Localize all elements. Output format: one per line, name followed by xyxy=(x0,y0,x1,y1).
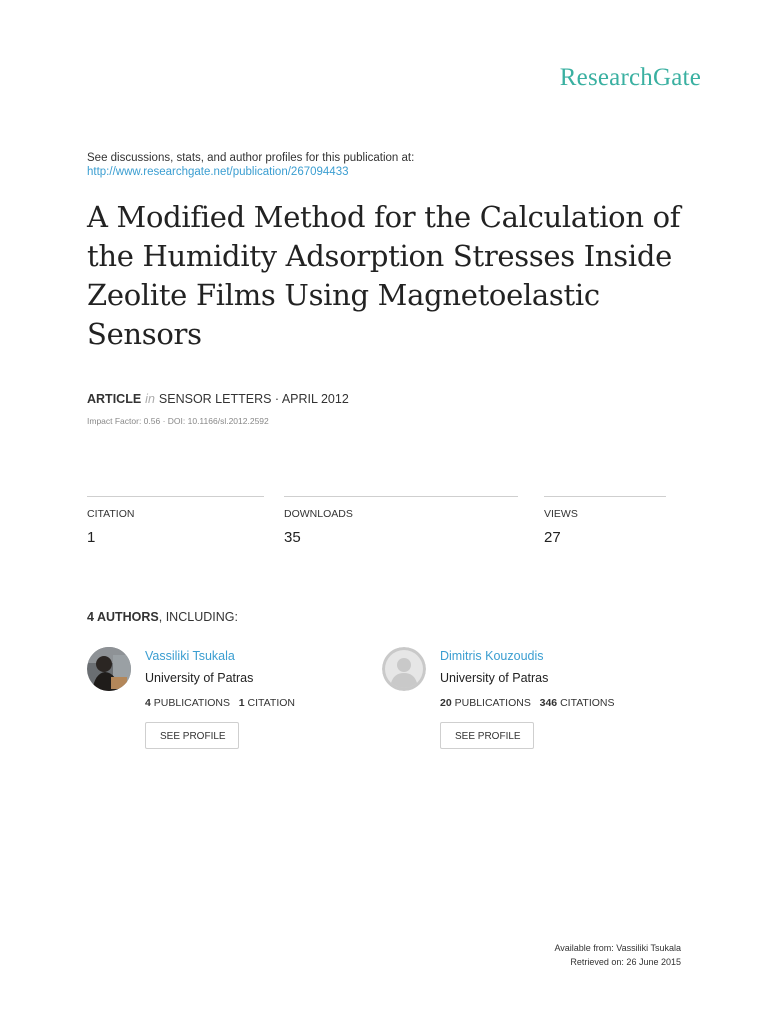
available-from: Available from: Vassiliki Tsukala xyxy=(554,943,681,953)
author-name-link[interactable]: Vassiliki Tsukala xyxy=(145,649,235,663)
authors-suffix: , INCLUDING: xyxy=(158,610,238,624)
footer-info xyxy=(554,941,681,969)
citations-count: 1 xyxy=(238,697,245,709)
citations-count: 346 xyxy=(539,697,558,709)
stat-label: CITATION xyxy=(87,508,135,520)
researchgate-logo: ResearchGate xyxy=(559,64,701,91)
default-avatar-icon[interactable] xyxy=(382,647,426,691)
authors-heading xyxy=(87,610,238,624)
author-counts xyxy=(440,697,615,709)
journal-info: SENSOR LETTERS · APRIL 2012 xyxy=(158,392,349,406)
stat-downloads xyxy=(284,496,518,546)
author-institution: University of Patras xyxy=(440,671,549,685)
publications-count: 4 xyxy=(145,697,151,709)
citations-label: CITATION xyxy=(247,697,295,709)
in-label: in xyxy=(145,392,155,406)
publication-meta xyxy=(87,392,349,406)
intro-block xyxy=(87,151,414,179)
stat-views xyxy=(544,496,666,546)
publication-title: A Modified Method for the Calculation of the Humidity Adsorption Stresses Inside Zeolite Films Using Magnetoelastic Sensors xyxy=(87,200,681,351)
citations-label: CITATIONS xyxy=(560,697,615,709)
stat-label: DOWNLOADS xyxy=(284,508,353,520)
stat-label: VIEWS xyxy=(544,508,578,520)
see-profile-button[interactable]: SEE PROFILE xyxy=(440,722,534,749)
author-name-link[interactable]: Dimitris Kouzoudis xyxy=(440,649,544,663)
authors-count: 4 AUTHORS xyxy=(87,610,159,624)
stat-value: 1 xyxy=(87,529,96,546)
publication-details: Impact Factor: 0.56 · DOI: 10.1166/sl.2012.2592 xyxy=(87,416,269,426)
stat-citation xyxy=(87,496,264,546)
stat-value: 27 xyxy=(544,529,561,546)
see-profile-button[interactable]: SEE PROFILE xyxy=(145,722,239,749)
retrieved-on: Retrieved on: 26 June 2015 xyxy=(570,957,681,967)
publications-count: 20 xyxy=(440,697,452,709)
author-counts xyxy=(145,697,295,709)
publication-link[interactable]: http://www.researchgate.net/publication/267094433 xyxy=(87,166,349,178)
stat-value: 35 xyxy=(284,529,301,546)
author-card xyxy=(382,647,682,757)
publication-type: ARTICLE xyxy=(87,392,142,406)
author-avatar-photo[interactable] xyxy=(87,647,131,691)
author-card xyxy=(87,647,347,757)
intro-text: See discussions, stats, and author profiles for this publication at: xyxy=(87,152,415,164)
publications-label: PUBLICATIONS xyxy=(153,697,231,709)
author-institution: University of Patras xyxy=(145,671,254,685)
publications-label: PUBLICATIONS xyxy=(454,697,531,709)
